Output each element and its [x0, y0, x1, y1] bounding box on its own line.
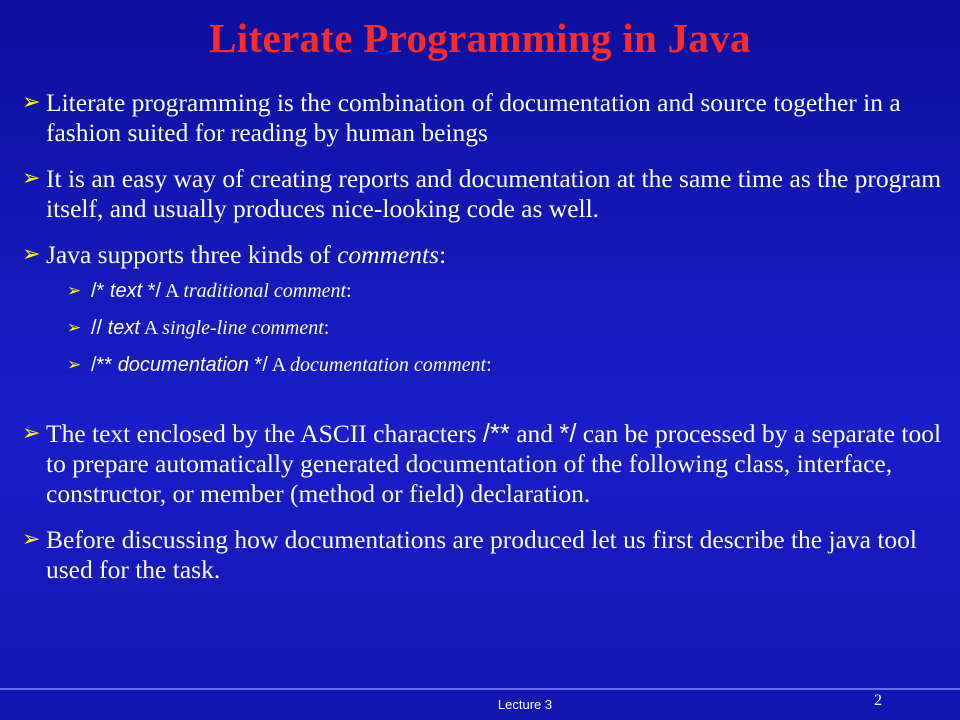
comment-placeholder: documentation	[117, 354, 249, 376]
comment-open: /**	[91, 354, 118, 376]
arrow-bullet-icon: ➢	[22, 166, 41, 191]
arrow-bullet-icon: ➢	[22, 527, 41, 552]
bullet-text-prefix: Java supports three kinds of	[46, 240, 338, 269]
comment-label-suffix: :	[486, 354, 492, 376]
sub-bullet-documentation-comment	[67, 353, 942, 377]
comment-label: traditional comment	[183, 280, 347, 302]
bullet-easy-way	[22, 164, 942, 224]
arrow-bullet-icon: ➢	[22, 90, 41, 115]
comment-label: documentation comment	[290, 354, 487, 376]
bullet-text-part: The text enclosed by the ASCII characters	[46, 419, 483, 448]
sub-bullet-traditional-comment	[67, 279, 942, 303]
bullet-before-discussing	[22, 525, 942, 585]
comment-label-suffix: :	[346, 280, 352, 302]
footer-divider	[0, 688, 960, 690]
bullet-text-part: and	[509, 419, 560, 448]
page-number: 2	[874, 692, 882, 709]
bullet-comment-kinds	[22, 240, 942, 270]
bullet-text-part: can be processed by a separate tool to prepare automatically generated documentation of the following class, interface, constructor, or member (method or field) declaration.	[46, 419, 942, 508]
comment-placeholder: text	[107, 317, 140, 339]
bullet-text-emphasis: comments	[337, 240, 440, 269]
comment-placeholder: text	[109, 280, 143, 302]
slide-content	[22, 88, 942, 585]
comment-label-prefix: A	[267, 354, 291, 376]
arrow-bullet-icon: ➢	[67, 318, 82, 338]
comment-label-prefix: A	[161, 280, 184, 302]
doc-comment-close-token: */	[559, 420, 577, 448]
sub-bullet-single-line-comment	[67, 316, 942, 340]
bullet-text: Before discussing how documentations are produced let us first describe the java tool used for the task.	[46, 525, 918, 584]
footer-lecture-label: Lecture 3	[497, 697, 553, 712]
arrow-bullet-icon: ➢	[67, 281, 82, 301]
arrow-bullet-icon: ➢	[67, 355, 82, 375]
bullet-text: Literate programming is the combination of documentation and source together in a fashion suited for reading by human beings	[46, 88, 901, 147]
comment-label-suffix: :	[323, 317, 330, 339]
comment-open: /*	[91, 280, 110, 302]
comment-close: */	[142, 280, 162, 302]
comment-label: single-line comment	[162, 317, 324, 339]
comment-open: //	[91, 317, 108, 339]
bullet-ascii-characters	[22, 419, 942, 509]
bullet-literate-definition	[22, 88, 942, 148]
arrow-bullet-icon: ➢	[22, 242, 41, 267]
bullet-text: It is an easy way of creating reports and documentation at the same time as the program itself, and usually produces nice-looking code as well.	[46, 164, 942, 223]
doc-comment-open-token: /**	[482, 420, 510, 448]
comment-label-prefix: A	[139, 317, 163, 339]
bullet-text-suffix: :	[439, 240, 447, 269]
arrow-bullet-icon: ➢	[22, 421, 41, 446]
slide-title: Literate Programming in Java	[209, 15, 751, 61]
comment-close: */	[248, 354, 268, 376]
